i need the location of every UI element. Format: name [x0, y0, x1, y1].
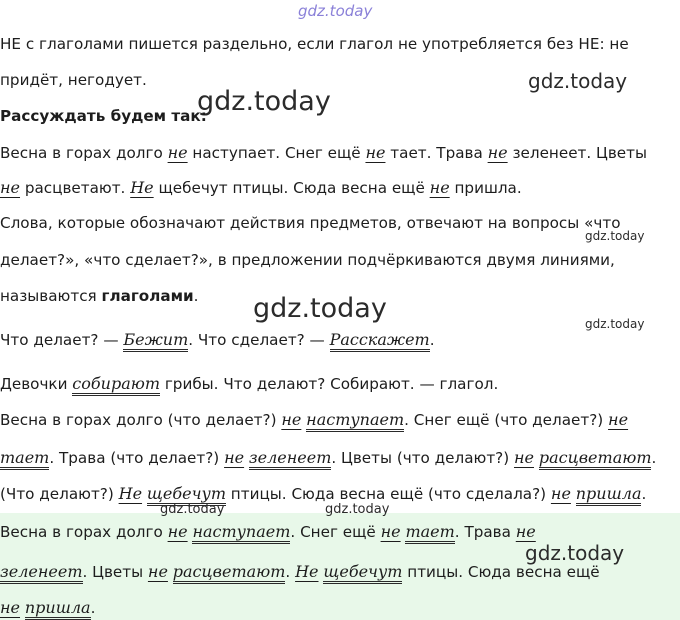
watermark: gdz.today	[160, 502, 225, 517]
analysis-line-3	[0, 484, 646, 504]
reasoning-label: Рассуждать будем так:	[0, 107, 207, 125]
text: .	[193, 287, 199, 305]
verb-double-underline: зеленеет	[0, 562, 83, 584]
example-line-1	[0, 330, 435, 350]
text: расцветают.	[20, 179, 131, 197]
verb-double-underline: тает	[405, 522, 454, 544]
text: грибы. Что делают? Собирают. — глагол.	[160, 375, 499, 393]
source-sentence-line-2	[0, 178, 522, 198]
source-sentence-line-1	[0, 143, 647, 163]
text: называются	[0, 287, 102, 305]
text: наступает. Снег ещё	[187, 144, 366, 162]
rule-line-1: НЕ с глаголами пишется раздельно, если глагол не употребляется без НЕ: не	[0, 35, 629, 53]
verb-double-underline: собирают	[72, 374, 160, 396]
ne-particle: Не	[118, 484, 143, 503]
answer-line-1	[0, 522, 536, 542]
ne-particle: не	[513, 448, 534, 467]
text: (Что делают?)	[0, 485, 119, 503]
text: Весна в горах долго	[0, 523, 168, 541]
text: . Что сделает? —	[188, 331, 330, 349]
verb-double-underline: пришла	[576, 484, 642, 506]
text: Весна в горах долго (что делает?)	[0, 411, 282, 429]
verb-double-underline: зеленеет	[249, 448, 332, 470]
text: птицы. Сюда весна ещё (что сделала?)	[225, 485, 551, 503]
text: Весна в горах долго	[0, 144, 168, 162]
verb-double-underline: пришла	[25, 598, 91, 620]
ne-particle: не	[487, 143, 508, 162]
answer-line-2	[0, 562, 600, 582]
text: .	[90, 599, 96, 617]
ne-particle: не	[281, 410, 302, 429]
text: . Трава (что делает?)	[49, 449, 225, 467]
definition-line-3	[0, 286, 198, 306]
ne-particle: Не	[130, 178, 154, 197]
ne-particle: Не	[295, 562, 319, 581]
text: . Цветы	[82, 563, 148, 581]
text: .	[641, 485, 647, 503]
text: Что делает? —	[0, 331, 124, 349]
text: . Снег ещё	[290, 523, 381, 541]
rule-line-2: придёт, негодует.	[0, 71, 147, 89]
text: .	[429, 331, 435, 349]
verb-double-underline: Расскажет	[330, 330, 430, 352]
ne-particle: не	[380, 522, 401, 541]
analysis-line-1	[0, 410, 628, 430]
term-verbs: глаголами	[101, 287, 194, 305]
watermark: gdz.today	[253, 293, 387, 324]
answer-line-3	[0, 598, 95, 618]
watermark: gdz.today	[197, 86, 331, 117]
ne-particle: не	[608, 410, 629, 429]
verb-double-underline: наступает	[192, 522, 290, 544]
text: Девочки	[0, 375, 73, 393]
watermark: gdz.today	[325, 502, 390, 517]
verb-double-underline: расцветают	[539, 448, 652, 470]
ne-particle: не	[515, 522, 536, 541]
text: .	[651, 449, 657, 467]
ne-particle: не	[167, 522, 188, 541]
watermark: gdz.today	[585, 317, 645, 331]
definition-line-1: Слова, которые обозначают действия предметов, отвечают на вопросы «что	[0, 214, 621, 232]
watermark-top: gdz.today	[298, 2, 373, 20]
text: щебечут птицы. Сюда весна ещё	[153, 179, 430, 197]
verb-double-underline: щебечут	[323, 562, 402, 584]
verb-double-underline: наступает	[306, 410, 404, 432]
text: .	[285, 563, 296, 581]
text: . Цветы (что делают?)	[331, 449, 514, 467]
text: тает. Трава	[385, 144, 488, 162]
ne-particle: не	[550, 484, 571, 503]
text: пришла.	[449, 179, 522, 197]
watermark: gdz.today	[528, 69, 628, 93]
verb-double-underline: Бежит	[123, 330, 188, 352]
watermark: gdz.today	[585, 229, 645, 243]
ne-particle: не	[0, 178, 21, 197]
verb-double-underline: щебечут	[147, 484, 226, 506]
ne-particle: не	[429, 178, 450, 197]
watermark: gdz.today	[525, 541, 625, 565]
ne-particle: не	[365, 143, 386, 162]
text: . Трава	[454, 523, 516, 541]
text: зеленеет. Цветы	[507, 144, 647, 162]
verb-double-underline: расцветают	[173, 562, 286, 584]
ne-particle: не	[0, 598, 21, 617]
definition-line-2: делает?», «что сделает?», в предложении подчёркиваются двумя линиями,	[0, 251, 615, 269]
ne-particle: не	[167, 143, 188, 162]
text: птицы. Сюда весна ещё	[402, 563, 600, 581]
example-line-2	[0, 374, 498, 394]
text: . Снег ещё (что делает?)	[404, 411, 609, 429]
analysis-line-2	[0, 448, 656, 468]
verb-double-underline: тает	[0, 448, 49, 470]
ne-particle: не	[147, 562, 168, 581]
ne-particle: не	[224, 448, 245, 467]
